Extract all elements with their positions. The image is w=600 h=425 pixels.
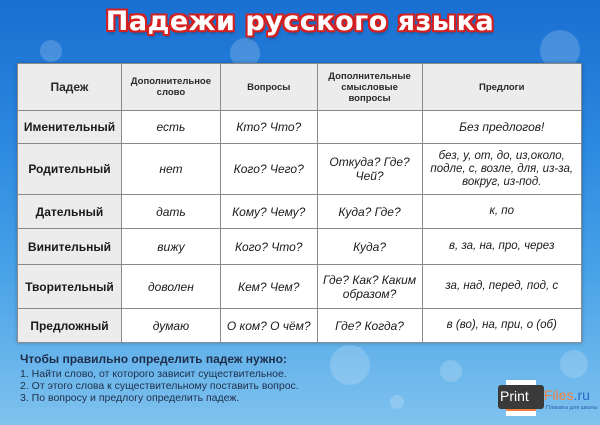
printer-icon [498,385,544,409]
aux-word: дать [121,195,220,229]
extra-questions: Откуда? Где? Чей? [317,144,422,195]
page-title: Падежи русского языка [105,6,495,37]
questions: Кого? Что? [220,229,317,265]
instruction-step: 1. Найти слово, от которого зависит существительное. [20,368,287,380]
prepositions: Без предлогов! [422,111,582,144]
logo-print-text: Print [500,388,529,404]
case-name: Родительный [18,144,122,195]
bubble-decoration [40,40,62,62]
table-row [18,309,582,343]
table-row [18,229,582,265]
header-prepositions: Предлоги [422,64,582,111]
extra-questions [317,111,422,144]
case-name: Творительный [18,265,122,309]
logo-domain: .ru [573,387,590,403]
header-extra-questions: Дополнительные смысловые вопросы [317,64,422,111]
aux-word: доволен [121,265,220,309]
aux-word: есть [121,111,220,144]
case-name: Именительный [18,111,122,144]
extra-questions: Где? Как? Каким образом? [317,265,422,309]
table-row [18,111,582,144]
logo-files: Files [544,387,574,403]
questions: О ком? О чём? [220,309,317,343]
table-row [18,195,582,229]
aux-word: вижу [121,229,220,265]
table-row [18,265,582,309]
header-case: Падеж [18,64,122,111]
header-aux-word: Дополнительное слово [121,64,220,111]
logo-files-text [544,387,590,403]
header-questions: Вопросы [220,64,317,111]
extra-questions: Куда? Где? [317,195,422,229]
bubble-decoration [330,345,370,385]
aux-word: нет [121,144,220,195]
questions: Кем? Чем? [220,265,317,309]
extra-questions: Куда? [317,229,422,265]
prepositions: в, за, на, про, через [422,229,582,265]
case-name: Предложный [18,309,122,343]
questions: Кого? Чего? [220,144,317,195]
bubble-decoration [440,360,462,382]
cases-table [17,63,582,343]
table-header-row [18,64,582,111]
bubble-decoration [560,350,588,378]
instruction-step: 3. По вопросу и предлогу определить падеж. [20,392,240,404]
prepositions: к, по [422,195,582,229]
case-name: Винительный [18,229,122,265]
questions: Кому? Чему? [220,195,317,229]
instruction-step: 2. От этого слова к существительному поставить вопрос. [20,380,299,392]
table-row [18,144,582,195]
logo-tagline: Плакаты для школы [546,405,598,411]
extra-questions: Где? Когда? [317,309,422,343]
case-name: Дательный [18,195,122,229]
printer-output-icon [506,409,536,416]
instructions-heading: Чтобы правильно определить падеж нужно: [20,352,287,366]
bubble-decoration [390,395,404,409]
printfiles-logo [498,383,598,423]
questions: Кто? Что? [220,111,317,144]
prepositions: за, над, перед, под, с [422,265,582,309]
aux-word: думаю [121,309,220,343]
prepositions: в (во), на, при, о (об) [422,309,582,343]
prepositions: без, у, от, до, из,около, подле, с, возле, для, из-за, вокруг, из-под. [422,144,582,195]
instructions [20,352,299,404]
